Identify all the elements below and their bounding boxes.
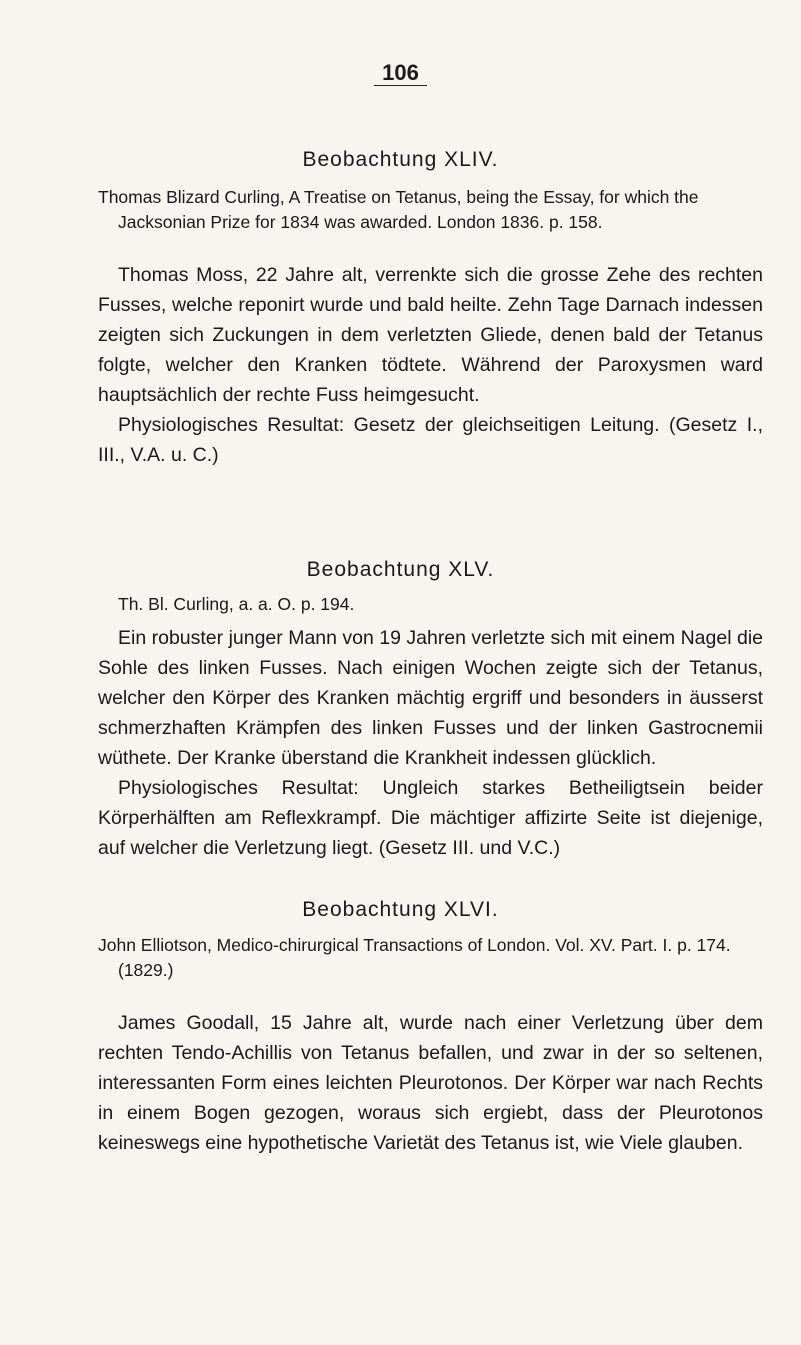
paragraph: Ein robuster junger Mann von 19 Jahren verletzte sich mit einem Nagel die Sohle des linken Fusses. Nach einigen Wochen zeigte sich der Tetanus, welcher den Körper des Kranken mächtig ergriff und besonders in äusserst schmerzhaften Krämpfen des linken Fusses und der linken Gastrocnemii wüthete. Der Kranke überstand die Krankheit indessen glücklich. — [98, 627, 763, 769]
paragraph: Physiologisches Resultat: Ungleich starkes Betheiligtsein beider Körperhälften am Reflexkrampf. Die mächtiger affizirte Seite ist diejenige, auf welcher die Verletzung liegt. (Gesetz III. und V.C.) — [98, 777, 763, 859]
section-body — [98, 1008, 763, 1158]
paragraph: James Goodall, 15 Jahre alt, wurde nach einer Verletzung über dem rechten Tendo-Achillis von Tetanus befallen, und zwar in der so seltenen, interessanten Form eines leichten Pleurotonos. Der Körper war nach Rechts in einem Bogen gezogen, woraus sich ergiebt, dass der Pleurotonos keineswegs eine hypothetische Varietät des Tetanus ist, wie Viele glauben. — [98, 1012, 763, 1154]
section-body — [98, 260, 763, 470]
paragraph: Thomas Moss, 22 Jahre alt, verrenkte sich die grosse Zehe des rechten Fusses, welche reponirt wurde und bald heilte. Zehn Tage Darnach indessen zeigten sich Zuckungen in dem verletzten Gliede, denen bald der Tetanus folgte, welcher den Kranken tödtete. Während der Paroxysmen ward hauptsächlich der rechte Fuss heimgesucht. — [98, 264, 763, 406]
section-title: Beobachtung XLVI. — [302, 898, 499, 921]
section-body — [98, 623, 763, 863]
page-number: 106 — [0, 60, 801, 86]
section-reference: John Elliotson, Medico-chirurgical Transactions of London. Vol. XV. Part. I. p. 174. (1829.) — [98, 935, 731, 980]
section-reference: Th. Bl. Curling, a. a. O. p. 194. — [118, 594, 355, 614]
section-reference: Thomas Blizard Curling, A Treatise on Tetanus, being the Essay, for which the Jacksonian Prize for 1834 was awarded. London 1836. p. 158. — [98, 187, 699, 232]
paragraph: Physiologisches Resultat: Gesetz der gleichseitigen Leitung. (Gesetz I., III., V.A. u. C.) — [98, 414, 763, 466]
section-title: Beobachtung XLV. — [306, 558, 495, 581]
section-title: Beobachtung XLIV. — [302, 148, 499, 171]
